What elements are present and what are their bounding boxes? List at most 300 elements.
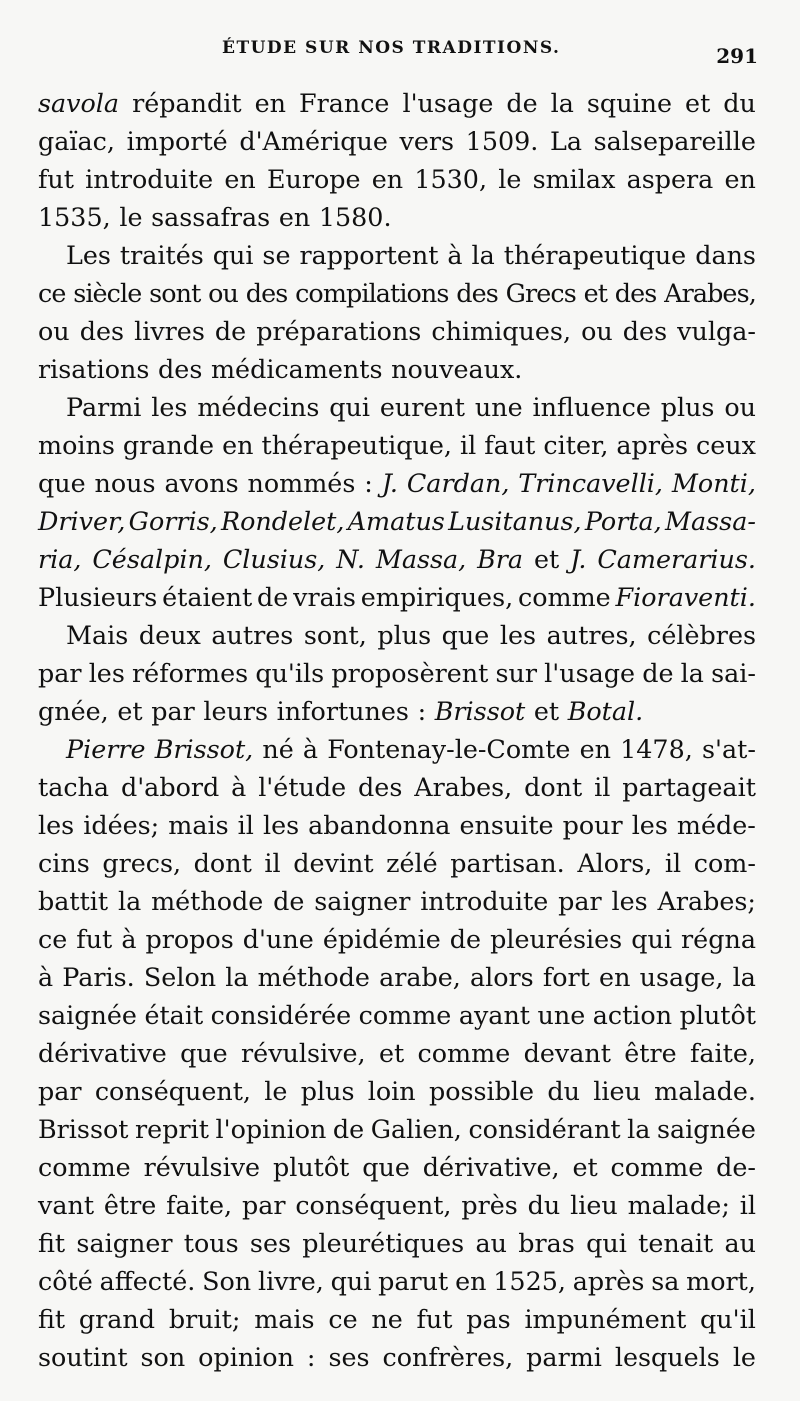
text-line	[38, 1338, 756, 1376]
word: compilations	[295, 278, 449, 308]
word: comme	[610, 1152, 704, 1182]
word: Les	[66, 240, 111, 270]
text-line	[38, 616, 756, 654]
word: battit	[38, 886, 109, 916]
word: du	[527, 1190, 561, 1220]
word: réformes	[132, 658, 249, 688]
word: siècle	[73, 278, 142, 308]
text-line	[38, 312, 756, 350]
word: Selon	[143, 962, 217, 992]
word: la	[117, 886, 142, 916]
word: et	[583, 278, 608, 308]
running-head	[38, 36, 756, 84]
word: 1535,	[38, 202, 111, 232]
word: du	[547, 1076, 580, 1106]
word: 1525,	[493, 1266, 566, 1296]
word: vulga-	[677, 316, 756, 346]
word: La	[550, 126, 582, 156]
word: livre,	[257, 1266, 324, 1296]
word: moins	[38, 430, 115, 460]
word: sai-	[711, 658, 756, 688]
word: et	[117, 696, 143, 726]
word: le	[264, 1076, 288, 1106]
word: il	[664, 848, 682, 878]
word: Brissot	[38, 1114, 129, 1144]
word: abandonna	[308, 810, 451, 840]
word: sont,	[303, 620, 367, 650]
word: de	[257, 582, 289, 612]
word: France	[298, 88, 390, 118]
word: Arabes,	[414, 772, 513, 802]
word: 1580.	[318, 202, 392, 232]
word: saigner	[314, 886, 411, 916]
word: Bra	[477, 544, 524, 574]
word: les	[631, 810, 668, 840]
word: révulsive,	[241, 1038, 366, 1068]
word: des	[456, 278, 498, 308]
word: introduite	[85, 164, 214, 194]
word: Massa-	[665, 506, 756, 536]
word: la	[471, 240, 495, 270]
word: de-	[716, 1152, 756, 1182]
word: par	[151, 696, 195, 726]
word: en	[599, 962, 631, 992]
text-line	[38, 844, 756, 882]
word: il	[237, 810, 254, 840]
word: fut	[38, 164, 74, 194]
text-line	[38, 236, 756, 274]
word: introduite	[420, 886, 549, 916]
word: plutôt	[272, 1152, 350, 1182]
word: Amatus	[347, 506, 445, 536]
word: d'une	[242, 924, 314, 954]
word: l'usage	[402, 88, 494, 118]
word: la	[550, 88, 574, 118]
word: mais	[254, 1304, 315, 1334]
word: conséquent,	[295, 1190, 452, 1220]
word: vers	[399, 126, 455, 156]
text-line	[38, 806, 756, 844]
word: possible	[428, 1076, 535, 1106]
word: conséquent,	[94, 1076, 251, 1106]
text-line	[38, 654, 756, 692]
word: de	[332, 1114, 365, 1144]
word: rapportent	[299, 240, 439, 270]
word: considérée	[210, 1000, 352, 1030]
word: idées;	[83, 810, 160, 840]
word: gnée,	[38, 696, 109, 726]
word: chimiques,	[431, 316, 572, 346]
word: lieu	[570, 1190, 618, 1220]
word: sur	[495, 658, 538, 688]
word: pleurétiques	[302, 1228, 465, 1258]
word: par	[241, 1190, 286, 1220]
word: méthode	[151, 886, 264, 916]
word: préparations	[256, 316, 422, 346]
word: importé	[126, 126, 228, 156]
word: N.	[336, 544, 365, 574]
word: saignée	[38, 1000, 137, 1030]
word: côté	[38, 1266, 93, 1296]
word: com-	[693, 848, 756, 878]
word: avons	[164, 468, 239, 498]
word: nous	[94, 468, 156, 498]
word: gaïac,	[38, 126, 115, 156]
word: d'Amérique	[239, 126, 388, 156]
word: vant	[38, 1190, 95, 1220]
word: loin	[367, 1076, 416, 1106]
word: :	[417, 696, 427, 726]
word: autres	[211, 620, 294, 650]
word: faite,	[166, 1190, 233, 1220]
word: son	[140, 1342, 186, 1372]
word: à	[447, 240, 463, 270]
text-line	[38, 996, 756, 1034]
word: fut	[416, 1304, 453, 1334]
word: l'opinion	[215, 1114, 327, 1144]
word: de	[273, 886, 305, 916]
word: confrères,	[382, 1342, 514, 1372]
word: 1530,	[414, 164, 488, 194]
word: que	[180, 1038, 228, 1068]
word: il	[594, 772, 611, 802]
word: mais	[168, 810, 229, 840]
word: smilax	[532, 164, 616, 194]
word: parmi	[526, 1342, 602, 1372]
text-line	[38, 1224, 756, 1262]
word: vrais	[293, 582, 356, 612]
word: qui	[212, 240, 254, 270]
text-line	[38, 1034, 756, 1072]
word: en	[455, 1266, 487, 1296]
word: Europe	[266, 164, 361, 194]
word: infortunes	[276, 696, 409, 726]
word: en	[371, 164, 404, 194]
word: en	[224, 164, 256, 194]
word: des	[158, 354, 203, 384]
word: fort	[542, 962, 590, 992]
word: Grecs	[505, 278, 576, 308]
word: qui	[631, 924, 672, 954]
word: 1509.	[465, 126, 539, 156]
word: dérivative,	[422, 1152, 560, 1182]
word: Clusius,	[222, 544, 326, 574]
word: que	[362, 1152, 410, 1182]
word: ses	[249, 1228, 292, 1258]
word: de	[449, 924, 482, 954]
word: les	[88, 658, 125, 688]
word: Fontenay-le-Comte	[327, 734, 571, 764]
text-line	[38, 198, 756, 236]
word: arabe,	[379, 962, 461, 992]
word: en	[278, 202, 311, 232]
word: malade;	[627, 1190, 730, 1220]
word: les	[262, 810, 300, 840]
word: plus	[300, 1076, 355, 1106]
word: qui	[330, 1266, 372, 1296]
text-line	[38, 1262, 756, 1300]
word: Paris.	[62, 962, 135, 992]
word: il	[739, 1190, 756, 1220]
word: l'étude	[258, 772, 347, 802]
word: Porta,	[584, 506, 662, 536]
word: et	[685, 88, 711, 118]
word: leurs	[203, 696, 269, 726]
word: dont	[193, 848, 252, 878]
word: et	[572, 1152, 598, 1182]
word: Parmi	[66, 392, 142, 422]
word: Gorris,	[128, 506, 218, 536]
word: l'usage	[544, 658, 636, 688]
word: usage,	[639, 962, 724, 992]
word: deux	[138, 620, 201, 650]
word: faut	[484, 430, 536, 460]
word: Lusitanus,	[448, 506, 582, 536]
word: Trincavelli,	[518, 468, 664, 498]
word: il	[264, 848, 281, 878]
word: salsepareille	[593, 126, 756, 156]
word: ou	[581, 316, 613, 346]
word: ou	[38, 316, 70, 346]
text-line	[38, 84, 756, 122]
word: 1478,	[620, 734, 693, 764]
text-line	[38, 920, 756, 958]
word: les	[151, 392, 188, 422]
word: et	[533, 696, 560, 726]
word: bruit;	[168, 1304, 241, 1334]
word: Arabes,	[664, 278, 756, 308]
word: tenait	[638, 1228, 714, 1258]
word: ce	[328, 1304, 358, 1334]
word: épidémie	[322, 924, 441, 954]
word: empiriques,	[360, 582, 514, 612]
word: livres	[134, 316, 205, 346]
text-line	[38, 160, 756, 198]
word: ayant	[458, 1000, 531, 1030]
word: J.	[570, 544, 587, 574]
word: pas	[466, 1304, 511, 1334]
word: Alors,	[577, 848, 653, 878]
word: répandit	[132, 88, 242, 118]
word: que	[441, 620, 490, 650]
word: Driver,	[38, 506, 126, 536]
text-line	[38, 958, 756, 996]
word: :	[364, 468, 373, 498]
word: plus	[660, 392, 715, 422]
text-line	[38, 1186, 756, 1224]
word: ceux	[696, 430, 756, 460]
word: la	[680, 658, 704, 688]
word: Son	[202, 1266, 252, 1296]
word: Monti,	[671, 468, 756, 498]
word: une	[474, 392, 523, 422]
word: par	[558, 886, 602, 916]
word: une	[537, 1000, 586, 1030]
text-line	[38, 502, 756, 540]
word: dans	[695, 240, 756, 270]
body-text	[38, 84, 756, 1376]
word: ensuite	[459, 810, 554, 840]
text-line	[38, 540, 756, 578]
word: régna	[681, 924, 756, 954]
word: saigner	[76, 1228, 173, 1258]
word: devant	[523, 1038, 611, 1068]
word: comme	[38, 1152, 131, 1182]
word: en	[579, 734, 611, 764]
word: célèbres	[647, 620, 756, 650]
word: dérivative	[38, 1038, 167, 1068]
word: se	[262, 240, 291, 270]
text-line	[38, 426, 756, 464]
word: savola	[38, 88, 120, 118]
word: reprit	[135, 1114, 209, 1144]
word: propos	[145, 924, 234, 954]
text-line	[38, 1072, 756, 1110]
text-line	[38, 882, 756, 920]
word: ou	[724, 392, 756, 422]
word: à	[121, 924, 137, 954]
word: Rondelet,	[220, 506, 345, 536]
word: thérapeutique	[503, 240, 687, 270]
page-number: 291	[716, 44, 758, 68]
word: après	[572, 1266, 645, 1296]
word: comme	[518, 582, 611, 612]
word: ne	[371, 1304, 403, 1334]
text-line	[38, 1300, 756, 1338]
word: partisan.	[450, 848, 565, 878]
word: zélé	[386, 848, 438, 878]
text-line	[38, 1148, 756, 1186]
word: au	[475, 1228, 507, 1258]
word: traités	[119, 240, 204, 270]
word: la	[627, 1114, 651, 1144]
word: par	[38, 658, 82, 688]
word: ria,	[38, 544, 82, 574]
word: le	[732, 1342, 756, 1372]
word: de	[506, 88, 538, 118]
word: de	[214, 316, 247, 346]
word: les	[38, 810, 75, 840]
word: grande	[122, 430, 215, 460]
word: en	[254, 88, 286, 118]
word: devint	[293, 848, 374, 878]
word: Plusieurs	[38, 582, 158, 612]
word: les	[611, 886, 648, 916]
word: du	[723, 88, 756, 118]
word: tacha	[38, 772, 110, 802]
word: thérapeutique,	[261, 430, 453, 460]
text-line	[38, 464, 756, 502]
word: d'abord	[120, 772, 220, 802]
word: s'at-	[701, 734, 756, 764]
word: à	[38, 962, 54, 992]
word: :	[306, 1342, 316, 1372]
word: la	[732, 962, 756, 992]
text-line	[38, 768, 756, 806]
word: squine	[586, 88, 673, 118]
word: partageait	[622, 772, 756, 802]
word: il	[460, 430, 477, 460]
word: sassafras	[151, 202, 271, 232]
word: malade.	[654, 1076, 756, 1106]
word: des	[245, 278, 288, 308]
word: affecté.	[99, 1266, 196, 1296]
word: ce	[38, 278, 66, 308]
running-title: ÉTUDE SUR NOS TRADITIONS.	[222, 38, 561, 58]
word: eurent	[379, 392, 465, 422]
word: Galien,	[370, 1114, 462, 1144]
word: considérant	[468, 1114, 621, 1144]
word: impunément	[524, 1304, 687, 1334]
word: comme	[417, 1038, 511, 1068]
word: par	[38, 1076, 82, 1106]
word: lieu	[593, 1076, 641, 1106]
word: à	[231, 772, 247, 802]
word: grecs,	[102, 848, 182, 878]
word: autres,	[546, 620, 637, 650]
word: des	[358, 772, 403, 802]
word: Massa,	[375, 544, 467, 574]
word: était	[144, 1000, 204, 1030]
word: qu'ils	[255, 658, 325, 688]
word: au	[724, 1228, 756, 1258]
word: le	[119, 202, 143, 232]
word: la	[225, 962, 249, 992]
word: qu'il	[700, 1304, 756, 1334]
word: nommés	[247, 468, 356, 498]
word: fit	[38, 1304, 66, 1334]
word: mort,	[686, 1266, 756, 1296]
word: opinion	[198, 1342, 294, 1372]
word: en	[222, 430, 254, 460]
text-line	[38, 1110, 756, 1148]
word: J.	[381, 468, 398, 498]
word: qui	[586, 1228, 627, 1258]
word: ou	[208, 278, 238, 308]
word: tous	[183, 1228, 239, 1258]
word: risations	[38, 354, 150, 384]
word: être	[624, 1038, 677, 1068]
word: nouveaux.	[391, 354, 523, 384]
word: que	[38, 468, 86, 498]
word: lesquels	[614, 1342, 720, 1372]
word: Botal.	[567, 696, 644, 726]
word: grand	[78, 1304, 156, 1334]
word: des	[79, 316, 125, 346]
word: des	[622, 316, 668, 346]
word: saignée	[656, 1114, 756, 1144]
word: plutôt	[679, 1000, 756, 1030]
word: méthode	[257, 962, 370, 992]
word: Mais	[66, 620, 129, 650]
word: et	[533, 544, 560, 574]
word: Pierre	[66, 734, 146, 764]
word: pleurésies	[490, 924, 623, 954]
word: influence	[532, 392, 651, 422]
word: et	[378, 1038, 405, 1068]
text-line	[38, 692, 756, 730]
word: étaient	[162, 582, 253, 612]
word: fit	[38, 1228, 66, 1258]
word: Fioraventi.	[615, 582, 756, 612]
word: sa	[651, 1266, 680, 1296]
word: parut	[378, 1266, 449, 1296]
word: qui	[329, 392, 371, 422]
word: ce	[38, 924, 68, 954]
text-line	[38, 274, 756, 312]
word: les	[499, 620, 537, 650]
text-line	[38, 388, 756, 426]
